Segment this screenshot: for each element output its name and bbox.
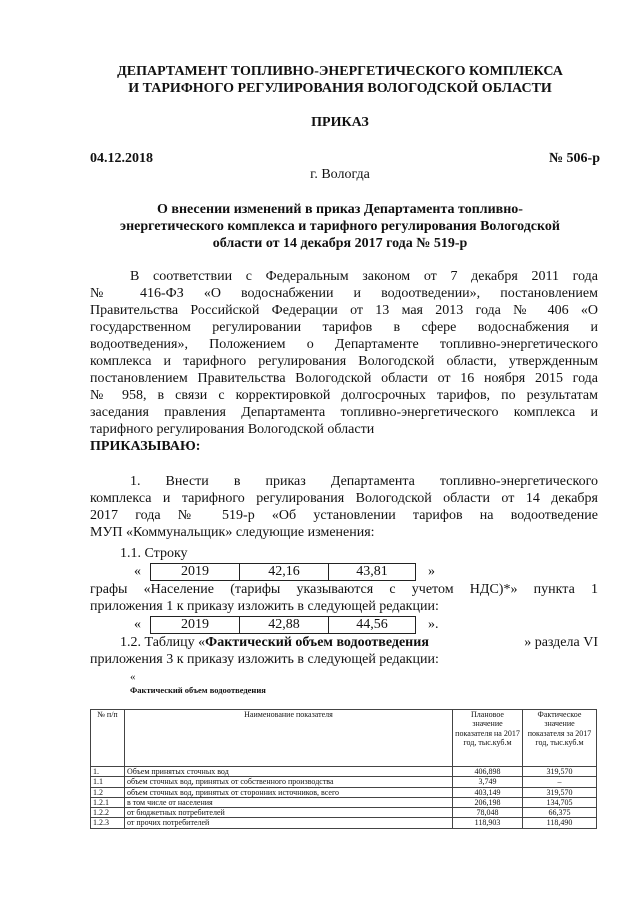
- subject-line1: О внесении изменений в приказ Департамента топливно-: [157, 202, 523, 217]
- row-indicator: от прочих потребителей: [125, 818, 453, 828]
- table-row: [91, 818, 597, 828]
- row-old-value1: 42,16: [240, 564, 329, 581]
- row-old-close-quote: »: [428, 564, 435, 579]
- preamble-line: постановлением Правительства Вологодской области от 16 ноября 2015 года: [90, 371, 598, 386]
- header-planned: Плановое значение показателя на 2017 год, тыс.куб.м: [453, 710, 523, 767]
- table-row: [91, 797, 597, 807]
- preamble-line: заседания правления Департамента топливно-энергетического комплекса и: [90, 405, 598, 420]
- table-row: [91, 808, 597, 818]
- row-number: 1.2: [91, 787, 125, 797]
- item-1-2-prefix: 1.2. Таблицу «: [120, 635, 206, 650]
- item-1-2: [120, 634, 598, 651]
- row-old-year: 2019: [151, 564, 240, 581]
- graph-text: [90, 581, 598, 615]
- preamble-line: государственном регулировании тарифов в сфере водоснабжения и: [90, 320, 598, 335]
- order-date: 04.12.2018: [90, 151, 153, 166]
- row-planned: 3,749: [453, 777, 523, 787]
- table-title: Фактический объем водоотведения: [130, 685, 266, 695]
- row-indicator: Объем принятых сточных вод: [125, 767, 453, 777]
- row-planned: 206,198: [453, 797, 523, 807]
- preamble-line: водоотведения», Положением о Департаменте топливно-энергетического: [90, 337, 598, 352]
- row-old-table: [150, 563, 416, 581]
- row-actual: 134,705: [523, 797, 597, 807]
- row-actual: 118,490: [523, 818, 597, 828]
- row-planned: 78,048: [453, 808, 523, 818]
- table-header-row: [91, 710, 597, 767]
- volume-table: [90, 709, 597, 829]
- item-1-1: 1.1. Строку: [120, 546, 188, 561]
- item-1-2-suffix: » раздела VI: [524, 635, 598, 650]
- preamble-line: № 958, в связи с корректировкой долгосрочных тарифов, по результатам: [90, 388, 598, 403]
- row-indicator: в том числе от населения: [125, 797, 453, 807]
- preamble-line: В соответствии с Федеральным законом от 7 декабря 2011 года: [130, 269, 598, 284]
- department-title-line2: И ТАРИФНОГО РЕГУЛИРОВАНИЯ ВОЛОГОДСКОЙ ОБЛАСТИ: [128, 81, 552, 96]
- item-1-2-line2: приложения 3 к приказу изложить в следующей редакции:: [90, 652, 439, 667]
- item-1-line: комплекса и тарифного регулирования Вологодской области от 14 декабря: [90, 491, 598, 506]
- row-new-close-quote: ».: [428, 617, 439, 632]
- item-1-2-table-name: Фактический объем водоотведения: [205, 635, 429, 650]
- order-word: ПРИКАЗЫВАЮ:: [90, 439, 201, 454]
- row-new-value1: 42,88: [240, 617, 329, 634]
- row-new-year: 2019: [151, 617, 240, 634]
- subject-line2: энергетического комплекса и тарифного регулирования Вологодской: [120, 219, 560, 234]
- row-number: 1.2.2: [91, 808, 125, 818]
- item-1-line: МУП «Коммунальщик» следующие изменения:: [90, 525, 375, 540]
- table-row: [91, 777, 597, 787]
- subject-line3: области от 14 декабря 2017 года № 519-р: [212, 236, 468, 251]
- item-1-line: 2017 года № 519-р «Об установлении тарифов на водоотведение: [90, 508, 598, 523]
- preamble: [90, 268, 598, 438]
- preamble-line: Правительства Российской Федерации от 13 мая 2013 года № 406 «О: [90, 303, 598, 318]
- table-open-quote: «: [130, 671, 136, 683]
- item-1-line: 1. Внести в приказ Департамента топливно-энергетического: [130, 474, 598, 489]
- graph-text-line: приложения 1 к приказу изложить в следующей редакции:: [90, 599, 439, 614]
- row-planned: 403,149: [453, 787, 523, 797]
- table-row: [91, 767, 597, 777]
- row-indicator: объем сточных вод, принятых от собственного производства: [125, 777, 453, 787]
- row-actual: 319,570: [523, 787, 597, 797]
- item-1: [90, 473, 598, 541]
- row-planned: 406,898: [453, 767, 523, 777]
- row-old-open-quote: «: [134, 564, 141, 579]
- row-new-value2: 44,56: [329, 617, 416, 634]
- preamble-line: тарифного регулирования Вологодской области: [90, 422, 375, 437]
- header-indicator: Наименование показателя: [125, 710, 453, 767]
- row-old-value2: 43,81: [329, 564, 416, 581]
- preamble-line: комплекса и тарифного регулирования Вологодской области, утвержденным: [90, 354, 598, 369]
- header-actual: Фактическое значение показателя за 2017 год, тыс.куб.м: [523, 710, 597, 767]
- preamble-line: № 416-ФЗ «О водоснабжении и водоотведении», постановлением: [90, 286, 598, 301]
- row-indicator: объем сточных вод, принятых от сторонних источников, всего: [125, 787, 453, 797]
- order-number: № 506-р: [548, 151, 600, 166]
- document-type: ПРИКАЗ: [311, 115, 369, 130]
- row-indicator: от бюджетных потребителей: [125, 808, 453, 818]
- row-number: 1.2.1: [91, 797, 125, 807]
- row-number: 1.: [91, 767, 125, 777]
- row-actual: –: [523, 777, 597, 787]
- header-number: № п/п: [91, 710, 125, 767]
- table-row: [91, 787, 597, 797]
- row-actual: 319,570: [523, 767, 597, 777]
- row-new-open-quote: «: [134, 617, 141, 632]
- graph-text-line: графы «Население (тарифы указываются с учетом НДС)*» пункта 1: [90, 582, 598, 597]
- row-number: 1.2.3: [91, 818, 125, 828]
- department-title-line1: ДЕПАРТАМЕНТ ТОПЛИВНО-ЭНЕРГЕТИЧЕСКОГО КОМПЛЕКСА: [117, 64, 563, 79]
- row-planned: 118,903: [453, 818, 523, 828]
- row-number: 1.1: [91, 777, 125, 787]
- row-new-table: [150, 616, 416, 634]
- row-actual: 66,375: [523, 808, 597, 818]
- city: г. Вологда: [310, 167, 370, 182]
